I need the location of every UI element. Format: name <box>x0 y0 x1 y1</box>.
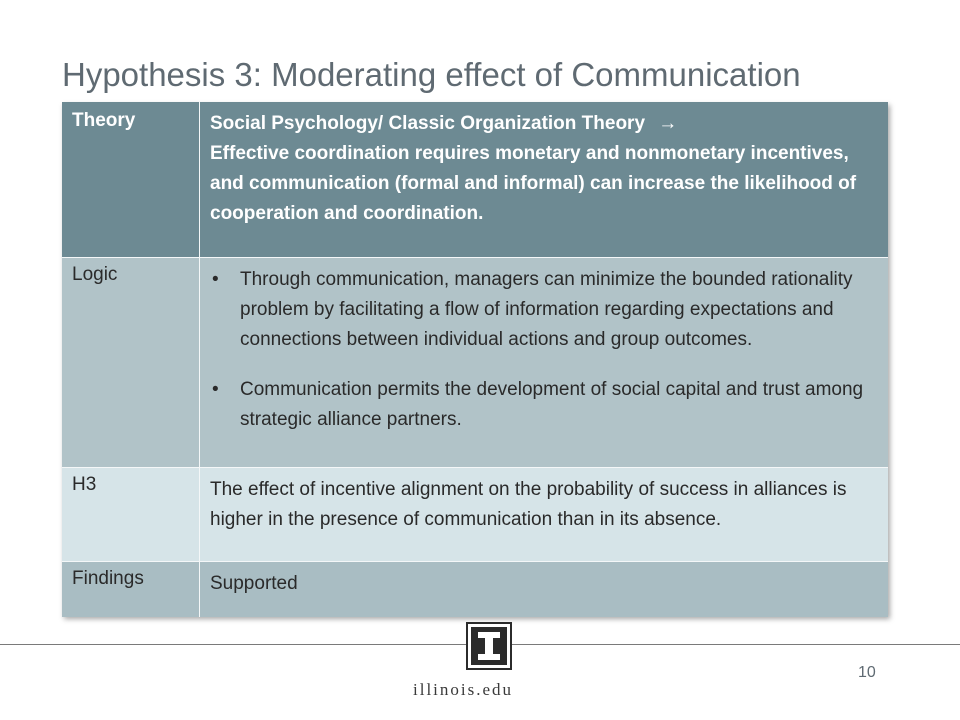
theory-text: Effective coordination requires monetary and nonmonetary incentives, and communication (formal and informal) can increase the likelihood of cooperation and coordination. <box>210 143 857 224</box>
right-arrow-icon: → <box>658 113 678 134</box>
block-i-logo-icon <box>466 622 512 670</box>
bullet-icon: • <box>212 379 219 400</box>
logic-bullet-text: Communication permits the development of social capital and trust among strategic alliance partners. <box>240 379 864 430</box>
findings-label: Findings <box>62 562 200 617</box>
h3-text: The effect of incentive alignment on the probability of success in alliances is higher in the presence of communication than in its absence. <box>210 479 847 530</box>
slide-title: Hypothesis 3: Moderating effect of Communication <box>62 56 801 93</box>
table-row-h3 <box>62 467 888 562</box>
table-row-theory <box>62 102 888 257</box>
page-number: 10 <box>858 664 876 681</box>
logic-bullet-1 <box>210 265 878 355</box>
table-row-findings <box>62 561 888 617</box>
table-row-logic <box>62 257 888 468</box>
theory-cell <box>200 102 888 257</box>
logic-bullet-2 <box>210 375 878 435</box>
logic-bullet-text: Through communication, managers can minimize the bounded rationality problem by facilitating a flow of information regarding expectations and connections between individual actions and group outcomes. <box>240 269 853 350</box>
logic-label: Logic <box>62 258 200 468</box>
findings-text: Supported <box>210 573 298 594</box>
bullet-icon: • <box>212 269 219 290</box>
theory-label: Theory <box>62 102 200 257</box>
logic-cell <box>200 258 888 468</box>
hypothesis-table <box>62 102 888 616</box>
theory-lead: Social Psychology/ Classic Organization Theory <box>210 113 646 134</box>
h3-label: H3 <box>62 468 200 562</box>
site-wordmark: illinois.edu <box>413 680 514 699</box>
